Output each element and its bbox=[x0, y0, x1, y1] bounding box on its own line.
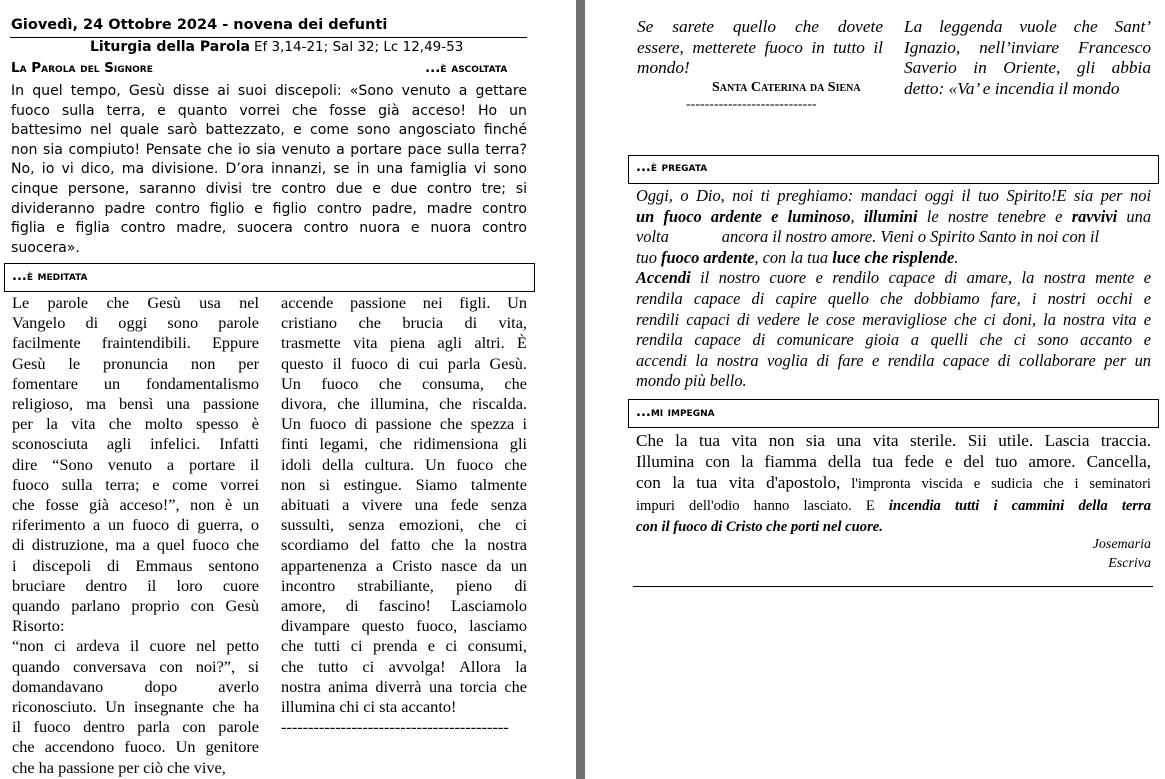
prayer-span: . bbox=[954, 247, 959, 267]
word-label: La Parola del Signore bbox=[11, 60, 153, 76]
meditation-line: cristiano che brucia di vita, bbox=[281, 313, 527, 333]
prayer-bold: un fuoco ardente e luminoso bbox=[636, 206, 851, 226]
quote-line: detto: «Va’ e incendia il mondo bbox=[904, 78, 1120, 98]
meditated-box bbox=[4, 263, 535, 292]
prayer-span: tuo bbox=[636, 247, 662, 267]
meditation-line: che fosse già acceso!”, non è un bbox=[12, 495, 259, 515]
meditation-line: che accendono fuoco. Un genitore bbox=[12, 737, 259, 757]
prayer-bold: Accendi bbox=[636, 268, 691, 288]
meditation-line: dire “Sono venuto a portare il bbox=[12, 454, 259, 474]
meditation-line: il fuoco dentro parla con parole bbox=[12, 717, 259, 737]
quote-line: Ignazio, nell’inviare Francesco bbox=[904, 37, 1151, 57]
prayer-text bbox=[636, 186, 1151, 392]
meditation-line: quando parlano proprio con Gesù bbox=[12, 596, 259, 616]
meditation-line: Le parole che Gesù usa nel bbox=[12, 293, 259, 312]
prayer-line bbox=[636, 207, 1151, 228]
meditation-line: nostra anima diverrà una torcia che bbox=[281, 676, 527, 696]
meditation-line: riconosciuto. Un insegnante che ha bbox=[12, 697, 259, 717]
page-divider bbox=[576, 0, 585, 779]
meditation-line: che tutto ci avvolga! Allora la bbox=[281, 656, 527, 676]
prayed-label: ...è pregata bbox=[636, 160, 708, 175]
meditation-line: appartenenza a Cristo nasce da un bbox=[281, 555, 527, 575]
meditation-line: bruciare dentro il loro cuore bbox=[12, 575, 259, 595]
meditation-line: idoli della cultura. Un fuoco che bbox=[281, 454, 527, 474]
gospel-line: fuoco sulla terra, e quanto vorrei che fosse già acceso! Ho un bbox=[11, 102, 527, 119]
quote-caterina-author: Santa Caterina da Siena bbox=[712, 80, 861, 95]
gospel-line: In quel tempo, Gesù disse ai suoi discepoli: «Sono venuto a gettare bbox=[11, 83, 527, 99]
prayer-line bbox=[636, 227, 1151, 248]
prayer-span: volta bbox=[636, 227, 669, 247]
meditation-line: finti legami, che ridimensiona gli bbox=[281, 434, 527, 454]
commit-box bbox=[628, 399, 1159, 428]
quote-line: Saverio in Oriente, gli abbia bbox=[904, 58, 1151, 77]
meditation-line: che tutti ci prenda e ci consumi, bbox=[281, 636, 527, 656]
meditation-line: sconosciuta agli infelici. Infatti bbox=[12, 434, 259, 454]
quote-ignazio bbox=[904, 17, 1151, 99]
meditation-column-2 bbox=[281, 293, 527, 737]
prayer-bold: ravvivi bbox=[1071, 206, 1118, 226]
commit-line bbox=[636, 472, 1151, 495]
meditation-line: domandavano dopo averlo bbox=[12, 676, 259, 696]
meditation-line: che ha passione per ciò che vive, bbox=[12, 757, 226, 777]
meditation-line: i discepoli di Emmaus sentono bbox=[12, 555, 259, 575]
commit-line: con il fuoco di Cristo che porti nel cuore. bbox=[636, 518, 883, 535]
meditation-line: religioso, ma bensì una passione bbox=[12, 394, 259, 414]
prayer-span: una bbox=[1117, 206, 1152, 226]
prayer-line: rendila capace di capire quello che dobbiamo fare, i nostri occhi e bbox=[636, 288, 1151, 308]
quote-line: Se sarete quello che dovete bbox=[637, 17, 883, 36]
prayer-line: rendili capaci di vedere le cose meravigliose che ci doni, la nostra vita e bbox=[636, 309, 1151, 329]
prayer-span: il nostro cuore e rendilo capace di amare, la nostra mente e bbox=[690, 268, 1151, 288]
meditation-line: divampare questo fuoco, lasciamo bbox=[281, 616, 527, 636]
signature-line: Josemaria bbox=[1092, 537, 1151, 552]
meditation-line: trasmette vita piena agli altri. È bbox=[281, 333, 527, 353]
meditation-line: scordiamo del fatto che la nostra bbox=[281, 535, 527, 555]
commit-span: impuri dell'odio hanno lasciato. E bbox=[636, 497, 889, 514]
meditation-line: accende passione nei figli. Un bbox=[281, 293, 527, 312]
prayer-bold: fuoco ardente bbox=[661, 247, 755, 267]
meditation-line: Gesù le pronuncia non per bbox=[12, 353, 259, 373]
meditation-line: Un fuoco di passione che spezza i bbox=[281, 414, 527, 434]
prayer-span: le nostre tenebre e bbox=[917, 206, 1072, 226]
prayer-line bbox=[636, 248, 1151, 269]
prayer-span: , bbox=[850, 206, 864, 226]
meditation-line: Un fuoco che consuma, che bbox=[281, 373, 527, 393]
header-date: Giovedì, 24 Ottobre 2024 - novena dei defunti bbox=[11, 17, 388, 33]
quote-caterina-dashes: ---------------------------- bbox=[686, 97, 817, 112]
prayer-line: Oggi, o Dio, noi ti preghiamo: mandaci oggi il tuo Spirito!E sia per noi bbox=[636, 186, 1151, 205]
gospel-line: suocera». bbox=[11, 239, 80, 256]
quote-line: essere, metterete fuoco in tutto il bbox=[637, 37, 883, 57]
prayer-line bbox=[636, 268, 1151, 289]
gospel-line: divideranno padre contro figlio e figlio contro padre, madre contro bbox=[11, 200, 527, 217]
liturgy-line bbox=[90, 38, 463, 56]
liturgy-label: Liturgia della Parola bbox=[90, 39, 250, 55]
bottom-rule bbox=[633, 586, 1153, 587]
prayer-bold: illumini bbox=[863, 206, 918, 226]
meditation-line: amore, di fascino! Lasciamolo bbox=[281, 596, 527, 616]
meditation-line: divora, che illumina, che riscalda. bbox=[281, 394, 527, 414]
meditation-line: abituati a vivere una fede senza bbox=[281, 495, 527, 515]
listen-label: ...è ascoltata bbox=[425, 60, 508, 76]
meditation-line: “non ci ardeva il cuore nel petto bbox=[12, 636, 259, 656]
commit-span: con la tua vita d'apostolo, bbox=[636, 473, 841, 493]
meditation-line: incontro strabiliante, pieno di bbox=[281, 575, 527, 595]
gospel-line: battesimo nel quale sarò battezzato, e come sono angosciato finché bbox=[11, 122, 527, 139]
meditation-line: per la vita che molto spesso è bbox=[12, 414, 259, 434]
signature bbox=[1000, 535, 1151, 573]
commit-line: Che la tua vita non sia una vita sterile. Sii utile. Lascia traccia. bbox=[636, 431, 1151, 450]
meditation-line: Risorto: bbox=[12, 616, 65, 636]
meditation-line: non si estingue. Siamo talmente bbox=[281, 474, 527, 494]
gospel-line: non sia compiuto! Pensate che io sia venuto a portare pace sulla terra? bbox=[11, 141, 527, 158]
gospel-line: No, io vi dico, ma divisione. D’ora innanzi, se in una famiglia vi sono bbox=[11, 161, 527, 178]
meditation-column-1 bbox=[12, 293, 259, 778]
commit-span: l'impronta viscida e sudicia che i seminatori bbox=[840, 476, 1151, 493]
commit-line: Illumina con la fiamma della tua fede e del tuo amore. Cancella, bbox=[636, 452, 1151, 472]
meditation-line: riferimento a un fuoco di guerra, o bbox=[12, 515, 259, 535]
meditation-line: illumina chi ci sta accanto! bbox=[281, 697, 457, 717]
signature-line: Escriva bbox=[1108, 556, 1151, 571]
quote-line: La leggenda vuole che Sant’ bbox=[904, 17, 1151, 36]
prayer-line: mondo più bello. bbox=[636, 371, 747, 391]
prayed-box bbox=[628, 155, 1159, 184]
prayer-line: rendila capace di comunicare gioia a quelli che ci sono accanto e bbox=[636, 330, 1151, 350]
prayer-line: accendi la nostra voglia di fare e rendila capace di collaborare per un bbox=[636, 350, 1151, 370]
commitment-text bbox=[636, 430, 1151, 538]
meditation-line: fomentare un fondamentalismo bbox=[12, 373, 259, 393]
commit-label: ...mi impegna bbox=[636, 405, 715, 420]
meditation-line: Vangelo di oggi sono parole bbox=[12, 313, 259, 333]
meditation-line: ------------------------------------------ bbox=[281, 717, 509, 737]
liturgy-refs: Ef 3,14-21; Sal 32; Lc 12,49-53 bbox=[253, 39, 464, 55]
commit-bold: incendia tutti i cammini della terra bbox=[888, 497, 1152, 514]
gospel-line: figlia e figlia contro madre, suocera contro nuora e nuora contro bbox=[11, 220, 527, 237]
meditation-line: sussulti, senza emozioni, che ci bbox=[281, 515, 527, 535]
meditation-line: facilmente fraintendibili. Eppure bbox=[12, 333, 259, 353]
prayer-span: , con la tua bbox=[754, 247, 833, 267]
quote-caterina bbox=[637, 17, 883, 79]
prayer-bold: luce che risplende bbox=[832, 247, 955, 267]
meditation-line: fuoco sulla terra; e come vorrei bbox=[12, 474, 259, 494]
quote-line: mondo! bbox=[637, 58, 690, 77]
prayer-span: ancora il nostro amore. Vieni o Spirito Santo in noi con il bbox=[721, 227, 1100, 247]
gospel-text bbox=[11, 82, 527, 258]
gospel-line: cinque persone, saranno divisi tre contro due e due contro tre; si bbox=[11, 180, 527, 197]
commit-line bbox=[636, 496, 1151, 517]
meditation-line: questo il fuoco di cui parla Gesù. bbox=[281, 353, 527, 373]
meditation-line: di distruzione, ma a quel fuoco che bbox=[12, 535, 259, 555]
meditated-label: ...è meditata bbox=[12, 269, 88, 284]
meditation-line: quando conversava con noi?”, si bbox=[12, 656, 259, 676]
